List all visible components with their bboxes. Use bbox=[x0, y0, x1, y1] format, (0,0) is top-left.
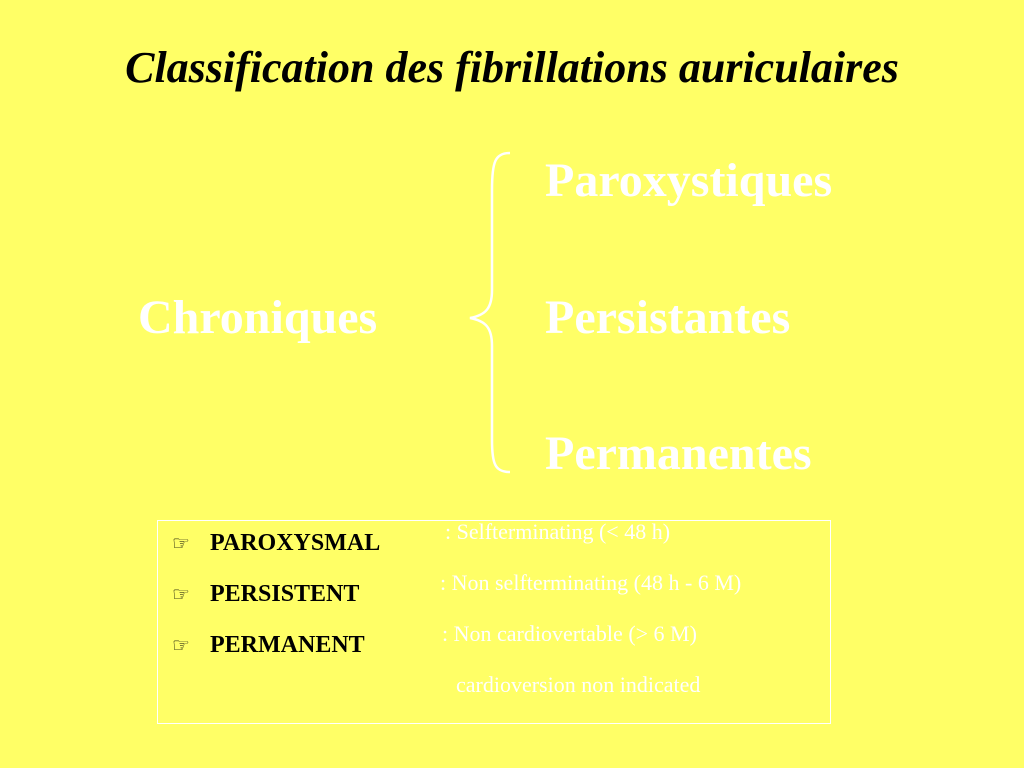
curly-brace-icon bbox=[460, 150, 520, 475]
extra-note: cardioversion non indicated bbox=[456, 672, 701, 697]
list-item-label: PERSISTENT bbox=[210, 581, 360, 607]
diagram-branch-persistantes: Persistantes bbox=[545, 291, 791, 344]
list-item-note: : Non cardiovertable (> 6 M) bbox=[442, 621, 697, 646]
diagram-branch-permanentes: Permanentes bbox=[545, 427, 812, 480]
list-item bbox=[172, 632, 365, 659]
pointing-hand-icon: ☞ bbox=[172, 533, 190, 555]
pointing-hand-icon: ☞ bbox=[172, 584, 190, 606]
list-item-note: : Selfterminating (< 48 h) bbox=[445, 519, 671, 544]
diagram-root-label: Chroniques bbox=[138, 291, 378, 344]
list-item-note: : Non selfterminating (48 h - 6 M) bbox=[440, 570, 742, 595]
list-item bbox=[172, 581, 359, 608]
pointing-hand-icon: ☞ bbox=[172, 635, 190, 657]
list-item-label: PERMANENT bbox=[210, 632, 365, 658]
list-item bbox=[172, 530, 380, 557]
slide-title: Classification des fibrillations auriculaires bbox=[125, 43, 899, 92]
diagram-branch-paroxystiques: Paroxystiques bbox=[545, 154, 833, 207]
list-item-label: PAROXYSMAL bbox=[210, 530, 381, 556]
